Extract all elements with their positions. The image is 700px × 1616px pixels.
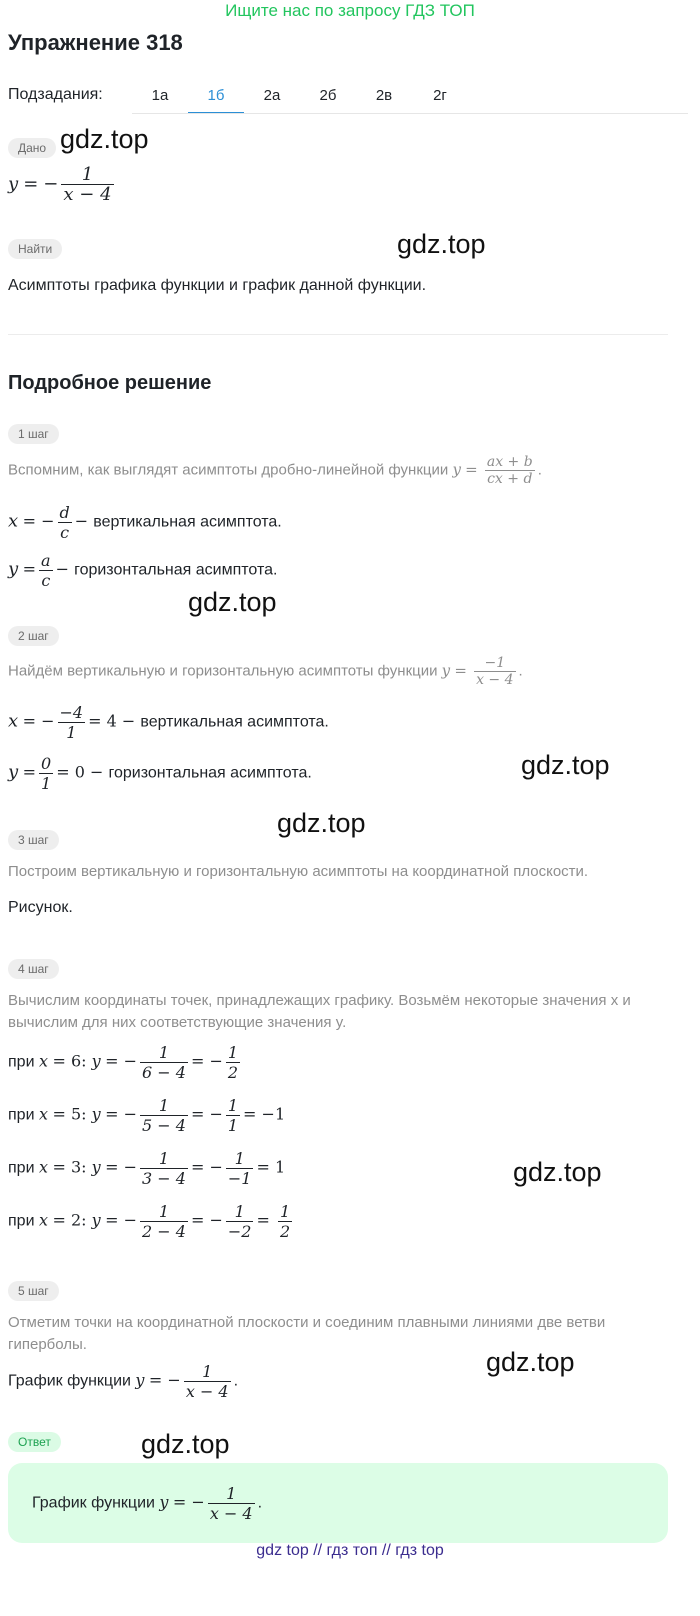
watermark: gdz.top: [188, 587, 277, 617]
step-3-intro: Построим вертикальную и горизонтальную асимптоты на координатной плоскости.: [8, 863, 589, 880]
subtasks-bar: [8, 80, 688, 114]
watermark: gdz.top: [521, 750, 610, 780]
step-1-badge: 1 шаг: [8, 424, 59, 444]
step-4-row-2: при x = 5: y = − $\frac{1}{5 - 4}$ = − $\frac{1}{1}$ = −1: [8, 1096, 286, 1135]
tab-2b[interactable]: 2б: [319, 87, 337, 104]
tab-2g[interactable]: 2г: [433, 87, 447, 104]
step-1-horizontal: y = $\frac{a}{c}$ − горизонтальная асимптота.: [8, 551, 278, 590]
step-4-row-4: при x = 2: y = − $\frac{1}{2 - 4}$ = − $\frac{1}{-2}$ = $\frac{1}{2}$: [8, 1202, 291, 1241]
tab-2a[interactable]: 2а: [263, 87, 281, 104]
page-title: Упражнение 318: [8, 30, 183, 55]
solution-title: Подробное решение: [8, 372, 212, 394]
step-3-badge: 3 шаг: [8, 830, 59, 850]
subtasks-label: Подзадания:: [8, 86, 103, 103]
step-5-intro: Отметим точки на координатной плоскости и соединим плавными линиями две ветви гиперболы.: [8, 1314, 606, 1353]
step-5-badge: 5 шаг: [8, 1281, 59, 1301]
answer-text: График функции y = − $\frac{1}{x - 4}$ .: [32, 1484, 263, 1523]
step-4-badge: 4 шаг: [8, 959, 59, 979]
subtasks-divider: [132, 113, 688, 114]
watermark: gdz.top: [513, 1157, 602, 1187]
find-text: Асимптоты графика функции и график данной функции.: [8, 277, 427, 294]
step-4-intro: Вычислим координаты точек, принадлежащих графику. Возьмём некоторые значения x и вычислим для них соответствующие значения y.: [8, 992, 631, 1031]
find-badge: Найти: [8, 239, 62, 259]
tab-2v[interactable]: 2в: [375, 87, 393, 104]
watermark: gdz.top: [277, 808, 366, 838]
tab-1a[interactable]: 1а: [151, 87, 169, 104]
step-3-text: Рисунок.: [8, 899, 73, 916]
step-2-intro: Найдём вертикальную и горизонтальную асимптоты функции y = $\frac{-1}{x - 4}$ .: [8, 655, 523, 688]
step-2-horizontal: y = $\frac{0}{1}$ = 0 − горизонтальная асимптота.: [8, 754, 312, 793]
step-1-vertical: x = − $\frac{d}{c}$ − вертикальная асимптота.: [8, 503, 282, 542]
search-banner: Ищите нас по запросу ГДЗ ТОП: [225, 1, 475, 20]
given-formula: y = − $\frac{1}{x - 4}$: [8, 164, 112, 205]
step-5-text: График функции y = − $\frac{1}{x - 4}$ .: [8, 1362, 239, 1401]
step-4-row-3: при x = 3: y = − $\frac{1}{3 - 4}$ = − $\frac{1}{-1}$ = 1: [8, 1149, 286, 1188]
section-divider: [8, 334, 668, 335]
watermark: gdz.top: [486, 1347, 575, 1377]
step-1-intro: Вспомним, как выглядят асимптоты дробно-линейной функции y = $\frac{ax + b}{cx + d}$ .: [8, 454, 542, 487]
tab-1b[interactable]: 1б: [188, 80, 244, 114]
given-badge: Дано: [8, 138, 56, 158]
answer-badge: Ответ: [8, 1432, 61, 1452]
step-2-vertical: x = − $\frac{-4}{1}$ = 4 − вертикальная асимптота.: [8, 703, 329, 742]
footer-links[interactable]: gdz top // гдз топ // гдз top: [256, 1542, 444, 1559]
watermark: gdz.top: [397, 229, 486, 259]
step-2-badge: 2 шаг: [8, 626, 59, 646]
subtasks-tabs: [132, 80, 468, 114]
watermark: gdz.top: [60, 124, 149, 154]
watermark: gdz.top: [141, 1429, 230, 1459]
step-4-row-1: при x = 6: y = − $\frac{1}{6 - 4}$ = − $\frac{1}{2}$: [8, 1043, 239, 1082]
